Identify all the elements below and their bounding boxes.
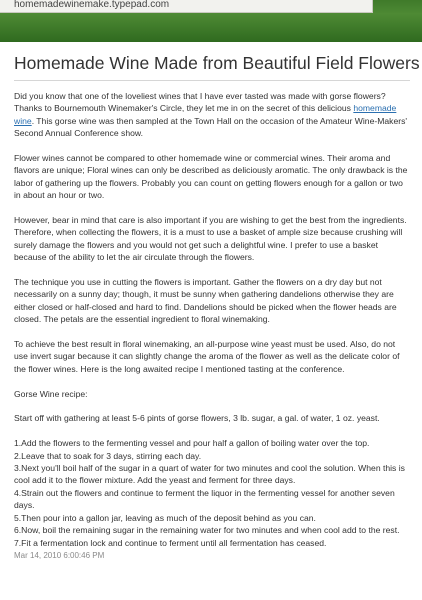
site-domain: homemadewinemake.typepad.com [14, 0, 170, 10]
recipe-steps [14, 437, 410, 549]
intro-paragraph [14, 90, 410, 140]
recipe-step: 6.Now, boil the remaining sugar in the remaining water for two minutes and when cool add to the rest. [14, 525, 400, 536]
ingredients-paragraph: Start off with gathering at least 5-6 pints of gorse flowers, 3 lb. sugar, a gal. of water, 1 oz. yeast. [14, 413, 380, 424]
body-paragraph: The technique you use in cutting the flowers is important. Gather the flowers on a dry day but not necessarily on a sunny day; though, it must be sunny when gathering dandelions otherwise they are either closed or half-closed and hard to find. Dandelions should be picked when the flower heads are closed. The petals are the essential ingredient to floral winemaking. [14, 277, 397, 325]
recipe-step: 7.Fit a fermentation lock and continue to ferment until all fermentation has ceased. [14, 537, 327, 548]
domain-bar [0, 0, 373, 13]
body-paragraph: To achieve the best result in floral winemaking, an all-purpose wine yeast must be used. Also, do not use invert sugar because it can slightly change the aroma of the flower as well as the delicate color of the flower wines. Here is the long awaited recipe I mentioned tasting at the conference. [14, 339, 400, 374]
body-paragraph: Flower wines cannot be compared to other homemade wine or commercial wines. Their aroma and flavors are unique; Floral wines can only be described as deliciously aromatic. The only drawback is the labor of gathering up the flowers. Probably you can count on getting flowers enough for a gallon or two in about an hour or two. [14, 153, 408, 201]
intro-text-before: Did you know that one of the loveliest wines that I have ever tasted was made with gorse flowers? Thanks to Bournemouth Winemaker's Circle, they let me in on the secret of this delicious [14, 91, 386, 114]
recipe-heading: Gorse Wine recipe: [14, 388, 88, 399]
recipe-step: 4.Strain out the flowers and continue to ferment the liquor in the fermenting vessel for another seven days. [14, 487, 395, 511]
post-body [14, 90, 410, 561]
intro-text-after: . This gorse wine was then sampled at the Town Hall on the occasion of the Amateur Wine-Makers' Second Annual Conference show. [14, 115, 408, 139]
recipe-step: 1.Add the flowers to the fermenting vessel and pour half a gallon of boiling water over the top. [14, 438, 370, 449]
homemade-wine-link[interactable]: homemade wine [14, 103, 397, 126]
recipe-step: 3.Next you'll boil half of the sugar in a quart of water for two minutes and cool the solution. When this is cool add it to the flower mixture. Add the yeast and ferment for three days. [14, 463, 405, 486]
post-timestamp: Mar 14, 2010 6:00:46 PM [14, 550, 105, 560]
post-title: Homemade Wine Made from Beautiful Field Flowers [14, 48, 410, 81]
blog-post [14, 48, 420, 561]
recipe-step: 5.Then pour into a gallon jar, leaving as much of the deposit behind as you can. [14, 512, 316, 523]
body-paragraph: However, bear in mind that care is also important if you are wishing to get the best from the ingredients. Therefore, when collecting the flowers, it is a must to use a basket of ample size because crushing will surely damage the flowers and you would not get such a delightful wine. I prefer to use a basket because of the ability to let the air circulate through the flowers. [14, 215, 407, 263]
recipe-step: 2.Leave that to soak for 3 days, stirring each day. [14, 450, 202, 461]
